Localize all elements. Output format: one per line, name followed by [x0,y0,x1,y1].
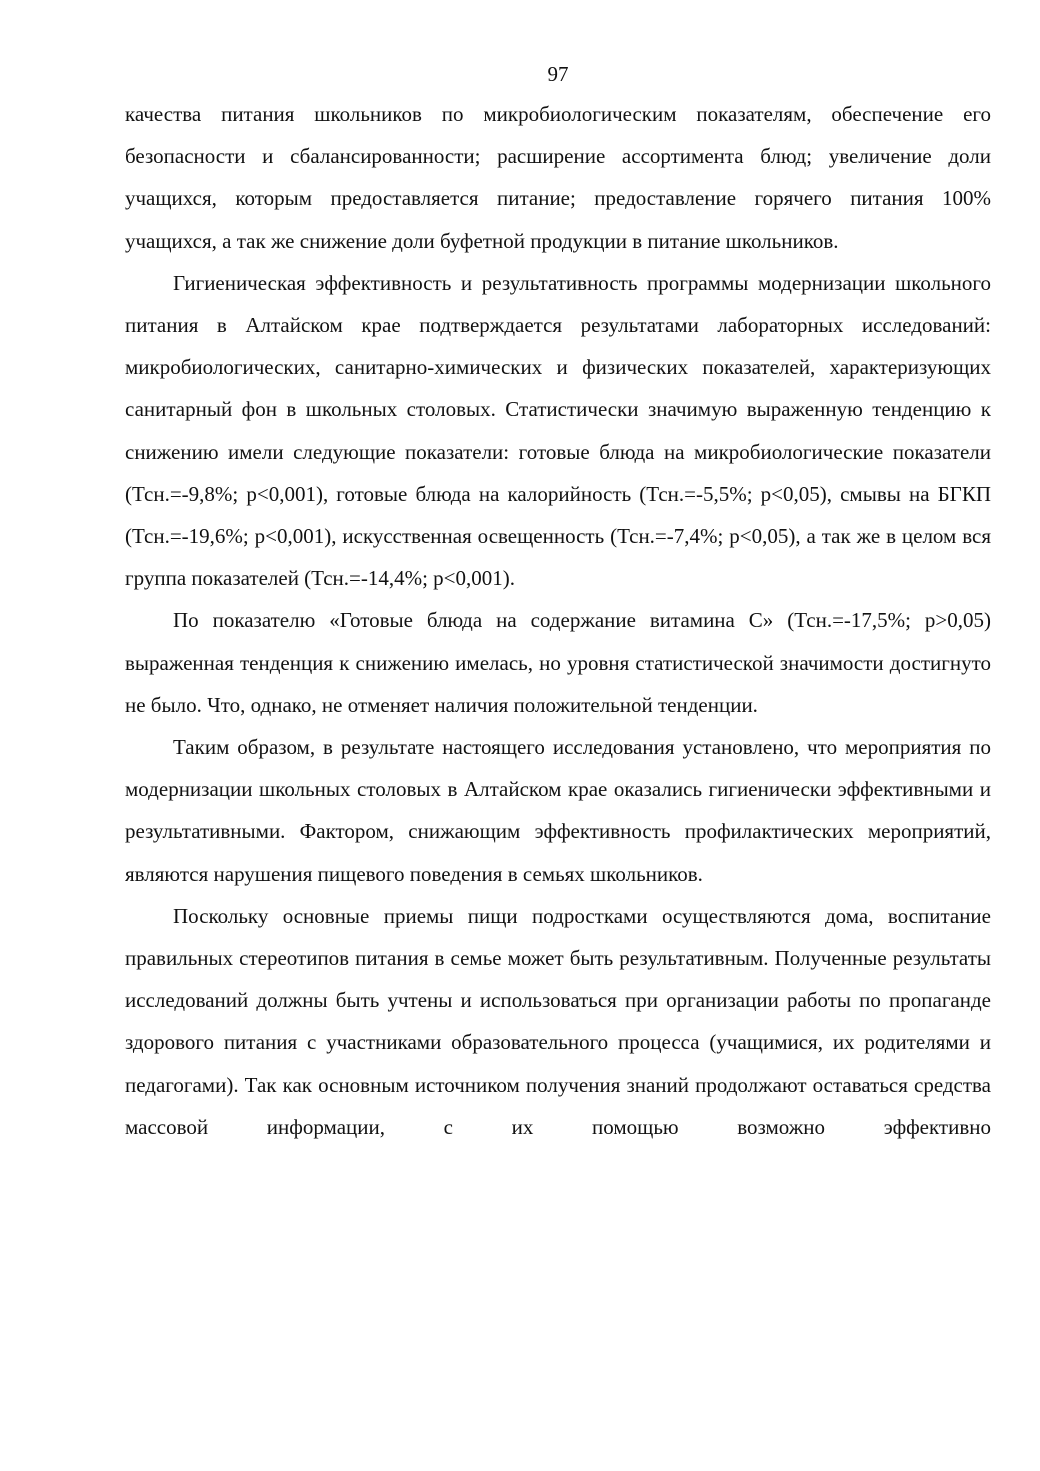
paragraph-family-nutrition: Поскольку основные приемы пищи подростками осуществляются дома, воспитание правильных стереотипов питания в семье может быть результативным. Полученные результаты исследований должны быть учтены и использоваться при организации работы по пропаганде здорового питания с участниками образовательного процесса (учащимися, их родителями и педагогами). Так как основным источником получения знаний продолжают оставаться средства массовой информации, с их помощью возможно эффективно [125,903,991,1139]
paragraph-vitamin-c: По показателю «Готовые блюда на содержание витамина С» (Тсн.=-17,5%; p>0,05) выраженная тенденция к снижению имелась, но уровня статистической значимости достигнуто не было. Что, однако, не отменяет наличия положительной тенденции. [125,608,991,717]
page-number: 97 [547,62,569,86]
document-body [125,93,991,1148]
paragraph-conclusion: Таким образом, в результате настоящего исследования установлено, что мероприятия по модернизации школьных столовых в Алтайском крае оказались гигиенически эффективными и результативными. Фактором, снижающим эффективность профилактических мероприятий, являются нарушения пищевого поведения в семьях школьников. [125,735,991,886]
paragraph-hygienic-effectiveness: Гигиеническая эффективность и результативность программы модернизации школьного питания в Алтайском крае подтверждается результатами лабораторных исследований: микробиологических, санитарно-химических и физических показателей, характеризующих санитарный фон в школьных столовых. Статистически значимую выраженную тенденцию к снижению имели следующие показатели: готовые блюда на микробиологические показатели (Тсн.=-9,8%; p<0,001), готовые блюда на калорийность (Тсн.=-5,5%; p<0,05), смывы на БГКП (Тсн.=-19,6%; p<0,001), искусственная освещенность (Тсн.=-7,4%; p<0,05), а так же в целом вся группа показателей (Тсн.=-14,4%; p<0,001). [125,270,991,591]
paragraph-continuation: качества питания школьников по микробиологическим показателям, обеспечение его безопасности и сбалансированности; расширение ассортимента блюд; увеличение доли учащихся, которым предоставляется питание; предоставление горячего питания 100% учащихся, а так же снижение доли буфетной продукции в питание школьников. [125,102,991,253]
